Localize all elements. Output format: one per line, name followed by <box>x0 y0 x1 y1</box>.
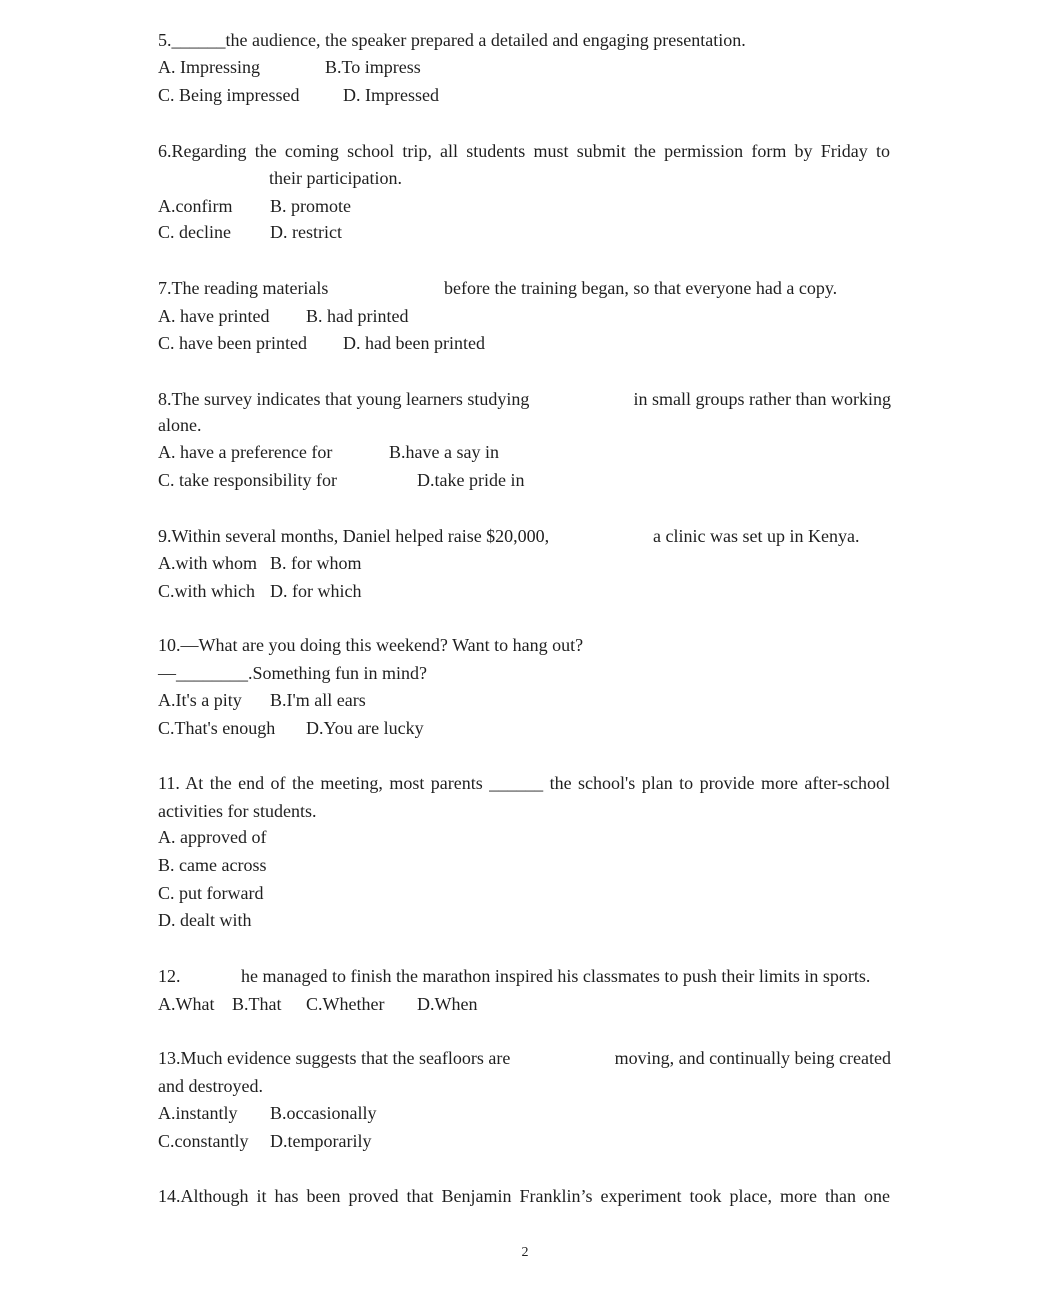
option-d: D.temporarily <box>270 1131 372 1151</box>
option-d: D. had been printed <box>343 333 485 353</box>
question-stem-continued: activities for students. <box>158 801 317 821</box>
option-a: A.instantly <box>158 1103 238 1123</box>
question-stem: 13.Much evidence suggests that the seafloors are <box>158 1048 511 1068</box>
question-stem-continued: moving, and continually being created <box>614 1048 891 1068</box>
question-stem: 11. At the end of the meeting, most parents ______ the school's plan to provide more after-school <box>158 773 890 793</box>
option-c: C.Whether <box>306 994 385 1014</box>
question-stem: 7.The reading materials <box>158 278 329 298</box>
question-stem: 10.—What are you doing this weekend? Want to hang out? <box>158 635 584 655</box>
question-stem-continued: a clinic was set up in Kenya. <box>653 526 860 546</box>
question-stem: 8.The survey indicates that young learners studying <box>158 389 530 409</box>
question-stem-continued: alone. <box>158 415 202 435</box>
question-stem: 6.Regarding the coming school trip, all students must submit the permission form by Friday to <box>158 141 890 161</box>
option-a: A.confirm <box>158 196 233 216</box>
question-stem: 14.Although it has been proved that Benjamin Franklin’s experiment took place, more than one <box>158 1186 890 1206</box>
option-d: D. for which <box>270 581 362 601</box>
page-number: 2 <box>521 1245 529 1260</box>
option-c: C. take responsibility for <box>158 470 337 490</box>
question-stem-continued: —________.Something fun in mind? <box>158 663 427 683</box>
question-stem-continued: he managed to finish the marathon inspired his classmates to push their limits in sports. <box>241 966 871 986</box>
option-a: A.It's a pity <box>158 690 242 710</box>
option-b: B.That <box>232 994 282 1014</box>
question-stem-continued: and destroyed. <box>158 1076 263 1096</box>
option-a: A. have printed <box>158 306 270 326</box>
question-stem-continued: before the training began, so that everyone had a copy. <box>444 278 838 298</box>
option-a: A. have a preference for <box>158 442 333 462</box>
option-c: C. decline <box>158 222 231 242</box>
question-stem: 5.______the audience, the speaker prepared a detailed and engaging presentation. <box>158 30 746 50</box>
option-b: B. had printed <box>306 306 409 326</box>
option-b: B.To impress <box>325 57 421 77</box>
option-b: B.I'm all ears <box>270 690 366 710</box>
option-a: A.with whom <box>158 553 257 573</box>
option-b: B.occasionally <box>270 1103 377 1123</box>
option-d: D.take pride in <box>417 470 525 490</box>
option-b: B.have a say in <box>389 442 499 462</box>
option-a: A. Impressing <box>158 57 260 77</box>
option-d: D. restrict <box>270 222 342 242</box>
option-a: A.What <box>158 994 215 1014</box>
question-stem-continued: in small groups rather than working <box>633 389 891 409</box>
option-b: B. came across <box>158 855 267 875</box>
option-b: B. for whom <box>270 553 362 573</box>
option-d: D. dealt with <box>158 910 252 930</box>
option-d: D.When <box>417 994 478 1014</box>
option-d: D. Impressed <box>343 85 439 105</box>
option-c: C.with which <box>158 581 255 601</box>
option-a: A. approved of <box>158 827 267 847</box>
option-d: D.You are lucky <box>306 718 424 738</box>
option-c: C. Being impressed <box>158 85 300 105</box>
option-c: C.constantly <box>158 1131 249 1151</box>
question-stem-continued: their participation. <box>269 168 402 188</box>
option-c: C. put forward <box>158 883 264 903</box>
question-stem: 12. <box>158 966 181 986</box>
question-stem: 9.Within several months, Daniel helped raise $20,000, <box>158 526 550 546</box>
option-b: B. promote <box>270 196 351 216</box>
option-c: C. have been printed <box>158 333 307 353</box>
option-c: C.That's enough <box>158 718 276 738</box>
